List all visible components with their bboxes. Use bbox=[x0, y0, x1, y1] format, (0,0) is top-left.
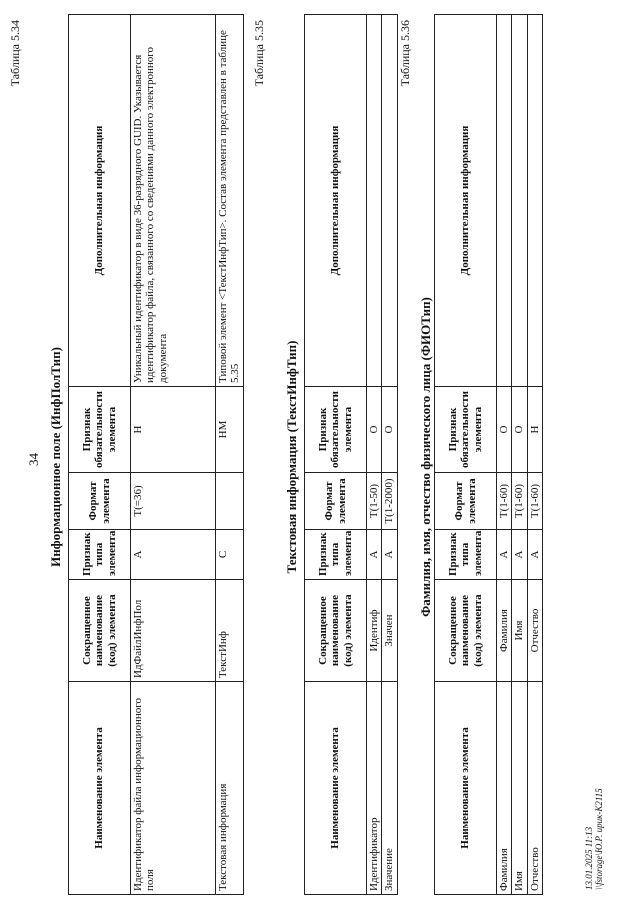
cell-type: А bbox=[512, 530, 527, 580]
cell-type: А bbox=[382, 530, 397, 580]
cell-format: Т(1-60) bbox=[512, 473, 527, 530]
header-format: Формат элемента bbox=[69, 473, 131, 530]
cell-format: Т(1-60) bbox=[527, 473, 542, 530]
cell-type: А bbox=[497, 530, 512, 580]
header-required: Признак обязательности элемента bbox=[305, 387, 367, 473]
header-type: Признак типа элемента bbox=[305, 530, 367, 580]
cell-code: Фамилия bbox=[497, 580, 512, 682]
cell-name: Фамилия bbox=[497, 682, 512, 895]
table-row bbox=[497, 15, 512, 895]
header-name: Наименование элемента bbox=[305, 682, 367, 895]
header-info: Дополнительная информация bbox=[305, 15, 367, 387]
cell-code: Имя bbox=[512, 580, 527, 682]
stamp-date: 13.01.2025 11:13 bbox=[584, 826, 594, 890]
table-title-536: Фамилия, имя, отчество физического лица (ФИОТип) bbox=[418, 297, 433, 617]
header-name: Наименование элемента bbox=[69, 682, 131, 895]
header-code: Сокращенное наименование (код) элемента bbox=[435, 580, 497, 682]
cell-name: Значение bbox=[382, 682, 397, 895]
cell-name: Отчество bbox=[527, 682, 542, 895]
page-number: 34 bbox=[26, 453, 41, 466]
cell-required: Н bbox=[131, 387, 216, 473]
header-required: Признак обязательности элемента bbox=[435, 387, 497, 473]
cell-format: Т(1-60) bbox=[497, 473, 512, 530]
cell-info bbox=[527, 15, 542, 387]
header-code: Сокращенное наименование (код) элемента bbox=[305, 580, 367, 682]
stamp-path: \\fstorage\Ю.Р. ирик-К2115 bbox=[594, 788, 605, 890]
header-name: Наименование элемента bbox=[435, 682, 497, 895]
table-row bbox=[216, 15, 244, 895]
cell-type: А bbox=[367, 530, 382, 580]
cell-info bbox=[382, 15, 397, 387]
cell-format: Т(1-2000) bbox=[382, 473, 397, 530]
table-header-row bbox=[69, 15, 131, 895]
cell-info: Типовой элемент <ТекстИнфТип>. Состав элемента представлен в таблице 5.35 bbox=[216, 15, 244, 387]
cell-format: Т(1-50) bbox=[367, 473, 382, 530]
cell-info bbox=[497, 15, 512, 387]
table-title-535: Текстовая информация (ТекстИнфТип) bbox=[284, 340, 299, 574]
cell-code: ИдФайлИнфПол bbox=[131, 580, 216, 682]
cell-name: Идентификатор файла информационного поля bbox=[131, 682, 216, 895]
header-format: Формат элемента bbox=[435, 473, 497, 530]
cell-code: ТекстИнф bbox=[216, 580, 244, 682]
table-row bbox=[367, 15, 382, 895]
cell-type: С bbox=[216, 530, 244, 580]
table-header-row bbox=[435, 15, 497, 895]
cell-name: Текстовая информация bbox=[216, 682, 244, 895]
header-required: Признак обязательности элемента bbox=[69, 387, 131, 473]
print-stamp bbox=[584, 670, 605, 890]
cell-name: Имя bbox=[512, 682, 527, 895]
table-534 bbox=[68, 14, 244, 895]
header-code: Сокращенное наименование (код) элемента bbox=[69, 580, 131, 682]
table-title-534: Информационное поле (ИнфПолТип) bbox=[48, 347, 63, 567]
cell-info bbox=[512, 15, 527, 387]
header-info: Дополнительная информация bbox=[435, 15, 497, 387]
cell-format: Т(=36) bbox=[131, 473, 216, 530]
header-info: Дополнительная информация bbox=[69, 15, 131, 387]
cell-code: Идентиф bbox=[367, 580, 382, 682]
header-type: Признак типа элемента bbox=[69, 530, 131, 580]
header-type: Признак типа элемента bbox=[435, 530, 497, 580]
cell-required: О bbox=[497, 387, 512, 473]
cell-name: Идентификатор bbox=[367, 682, 382, 895]
cell-info: Уникальный идентификатор в виде 36-разрядного GUID. Указывается идентификатор файла, связанного со сведениями данного электронного документа bbox=[131, 15, 216, 387]
cell-info bbox=[367, 15, 382, 387]
cell-format bbox=[216, 473, 244, 530]
table-label-536: Таблица 5.36 bbox=[398, 20, 412, 87]
cell-required: О bbox=[382, 387, 397, 473]
table-row bbox=[512, 15, 527, 895]
table-row bbox=[131, 15, 216, 895]
cell-required: О bbox=[367, 387, 382, 473]
cell-type: А bbox=[131, 530, 216, 580]
table-header-row bbox=[305, 15, 367, 895]
cell-required: НМ bbox=[216, 387, 244, 473]
cell-required: Н bbox=[527, 387, 542, 473]
table-row bbox=[527, 15, 542, 895]
table-label-534: Таблица 5.34 bbox=[8, 20, 22, 87]
cell-required: О bbox=[512, 387, 527, 473]
table-row bbox=[382, 15, 397, 895]
table-label-535: Таблица 5.35 bbox=[252, 20, 266, 87]
cell-type: А bbox=[527, 530, 542, 580]
header-format: Формат элемента bbox=[305, 473, 367, 530]
table-535 bbox=[304, 14, 398, 895]
cell-code: Отчество bbox=[527, 580, 542, 682]
table-536 bbox=[434, 14, 543, 895]
cell-code: Значен bbox=[382, 580, 397, 682]
